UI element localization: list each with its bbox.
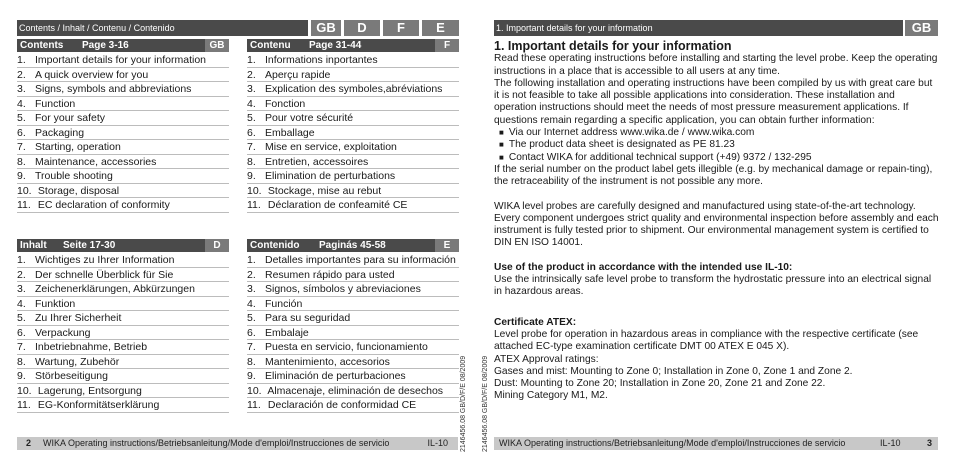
footer-code: IL-10	[880, 438, 901, 448]
toc-item: 5. Zu Ihrer Sicherheit	[17, 311, 229, 326]
toc-item: 3. Explication des symboles,abréviations	[247, 82, 459, 97]
toc-item: 5. For your safety	[17, 111, 229, 126]
atex-heading: Certificate ATEX:	[494, 316, 577, 328]
toc-header-f	[247, 39, 459, 52]
paragraph: ATEX Approval ratings:	[494, 353, 599, 365]
left-side-code: 2146456.08 GB/D/F/E 08/2009	[460, 355, 467, 452]
toc-item: 3. Zeichenerklärungen, Abkürzungen	[17, 282, 229, 297]
toc-item: 11. EG-Konformitätserklärung	[17, 398, 229, 413]
toc-item: 6. Embalaje	[247, 326, 459, 341]
right-header-text: 1. Important details for your information	[496, 23, 653, 33]
toc-item: 10. Almacenaje, eliminación de desechos	[247, 384, 459, 399]
toc-item: 9. Trouble shooting	[17, 169, 229, 184]
paragraph: Mining Category M1, M2.	[494, 390, 608, 402]
lang-gb: GB	[311, 20, 341, 36]
use-heading: Use of the product in accordance with the intended use IL-10:	[494, 261, 793, 273]
section-title: 1. Important details for your information	[494, 39, 732, 53]
paragraph: Use the intrinsically safe level probe to transform the hydrostatic pressure into an electrical signal in hazardous areas.	[494, 274, 932, 298]
toc-item: 8. Mantenimiento, accesorios	[247, 355, 459, 370]
toc-item: 8. Wartung, Zubehör	[17, 355, 229, 370]
toc-item: 7. Mise en service, exploitation	[247, 140, 459, 155]
toc-item: 6. Emballage	[247, 126, 459, 141]
footer-code: IL-10	[427, 438, 448, 448]
paragraph: Read these operating instructions before installing and starting the level probe. Keep the operating instructions in a place that is accessible to all users at any time.	[494, 53, 938, 77]
toc-item: 1. Detalles importantes para su información	[247, 253, 459, 268]
toc-header-d	[17, 239, 229, 252]
toc-item: 9. Elimination de perturbations	[247, 169, 459, 184]
paragraph: WIKA level probes are carefully designed and manufactured using state-of-the-art technology. Every component undergoes strict quality and environmental inspection before assembly and each instrument is fully tested prior to shipment. Our environmental management system is certified to DIN EN ISO 14001.	[494, 200, 939, 249]
toc-tag: D	[205, 239, 229, 252]
lang-gb-right: GB	[905, 20, 938, 36]
lang-e: E	[422, 20, 459, 36]
toc-item: 1. Important details for your information	[17, 53, 229, 68]
toc-title: Contenu	[250, 40, 291, 51]
toc-item: 4. Function	[17, 97, 229, 112]
right-side-code: 2146456.08 GB/D/F/E 08/2009	[482, 355, 489, 452]
toc-item: 7. Starting, operation	[17, 140, 229, 155]
paragraph: Gases and mist: Mounting to Zone 0; Installation in Zone 0, Zone 1 and Zone 2.	[494, 365, 853, 377]
page-number: 2	[26, 438, 32, 448]
toc-item: 10. Lagerung, Entsorgung	[17, 384, 229, 399]
left-header-bar	[17, 20, 308, 36]
toc-item: 5. Para su seguridad	[247, 311, 459, 326]
right-footer	[494, 437, 938, 450]
toc-list-d	[17, 253, 229, 413]
toc-item: 9. Eliminación de perturbaciones	[247, 369, 459, 384]
toc-item: 8. Entretien, accessoires	[247, 155, 459, 170]
toc-item: 2. Aperçu rapide	[247, 68, 459, 83]
toc-item: 2. A quick overview for you	[17, 68, 229, 83]
toc-item: 11. EC declaration of conformity	[17, 198, 229, 213]
toc-item: 5. Pour votre sécurité	[247, 111, 459, 126]
toc-item: 7. Inbetriebnahme, Betrieb	[17, 340, 229, 355]
toc-item: 3. Signs, symbols and abbreviations	[17, 82, 229, 97]
toc-pages: Seite 17-30	[63, 240, 116, 251]
toc-title: Contents	[20, 40, 64, 51]
footer-text: WIKA Operating instructions/Betriebsanleitung/Mode d'emploi/Instrucciones de servicio	[43, 438, 390, 448]
right-header-bar	[494, 20, 903, 36]
paragraph: The following installation and operating instructions have been compiled by us with great care but it is not feasible to take all possible applications into consideration. These installation and operation instructions should meet the needs of most pressure measurement applications. If questions remain regarding a specific application, you can obtain further information:	[494, 77, 933, 126]
toc-title: Contenido	[250, 240, 300, 251]
toc-item: 10. Stockage, mise au rebut	[247, 184, 459, 199]
paragraph: Dust: Mounting to Zone 20; Installation in Zone 20, Zone 21 and Zone 22.	[494, 378, 826, 390]
toc-header-gb	[17, 39, 229, 52]
toc-item: 8. Maintenance, accessories	[17, 155, 229, 170]
toc-item: 10. Storage, disposal	[17, 184, 229, 199]
toc-list-e	[247, 253, 459, 413]
toc-item: 1. Informations inportantes	[247, 53, 459, 68]
toc-pages: Page 31-44	[309, 40, 362, 51]
bullet-item: ■ The product data sheet is designated as PE 81.23	[494, 139, 940, 151]
lang-d: D	[344, 20, 380, 36]
toc-item: 4. Fonction	[247, 97, 459, 112]
bullet-item: ■ Contact WIKA for additional technical support (+49) 9372 / 132-295	[494, 152, 940, 164]
toc-tag: E	[435, 239, 459, 252]
toc-title: Inhalt	[20, 240, 47, 251]
toc-tag: GB	[205, 39, 229, 52]
toc-item: 2. Resumen rápido para usted	[247, 268, 459, 283]
paragraph: Level probe for operation in hazardous areas in compliance with the respective certificate (see attached EC-type examination certificate DMT 00 ATEX E 045 X).	[494, 328, 919, 353]
toc-item: 4. Función	[247, 297, 459, 312]
toc-list-gb	[17, 53, 229, 213]
toc-pages: Paginás 45-58	[319, 240, 386, 251]
toc-list-f	[247, 53, 459, 213]
toc-item: 11. Declaración de conformidad CE	[247, 398, 459, 413]
toc-item: 3. Signos, símbolos y abreviaciones	[247, 282, 459, 297]
toc-item: 2. Der schnelle Überblick für Sie	[17, 268, 229, 283]
toc-tag: F	[435, 39, 459, 52]
bullet-item: ■ Via our Internet address www.wika.de / www.wika.com	[494, 127, 940, 139]
paragraph: If the serial number on the product label gets illegible (e.g. by mechanical damage or repain-ting), the retraceability of the instrument is not possible any more.	[494, 163, 933, 188]
lang-f: F	[383, 20, 419, 36]
right-content	[494, 40, 940, 403]
toc-item: 4. Funktion	[17, 297, 229, 312]
toc-pages: Page 3-16	[82, 40, 129, 51]
toc-item: 6. Packaging	[17, 126, 229, 141]
page-number: 3	[926, 438, 932, 448]
toc-item: 9. Störbeseitigung	[17, 369, 229, 384]
toc-item: 1. Wichtiges zu Ihrer Information	[17, 253, 229, 268]
toc-item: 11. Déclaration de confeamité CE	[247, 198, 459, 213]
left-header-text: Contents / Inhalt / Contenu / Contenido	[19, 23, 175, 33]
left-footer	[17, 437, 458, 450]
toc-item: 6. Verpackung	[17, 326, 229, 341]
toc-header-e	[247, 239, 459, 252]
toc-item: 7. Puesta en servicio, funcionamiento	[247, 340, 459, 355]
footer-text: WIKA Operating instructions/Betriebsanleitung/Mode d'emploi/Instrucciones de servicio	[499, 438, 846, 448]
